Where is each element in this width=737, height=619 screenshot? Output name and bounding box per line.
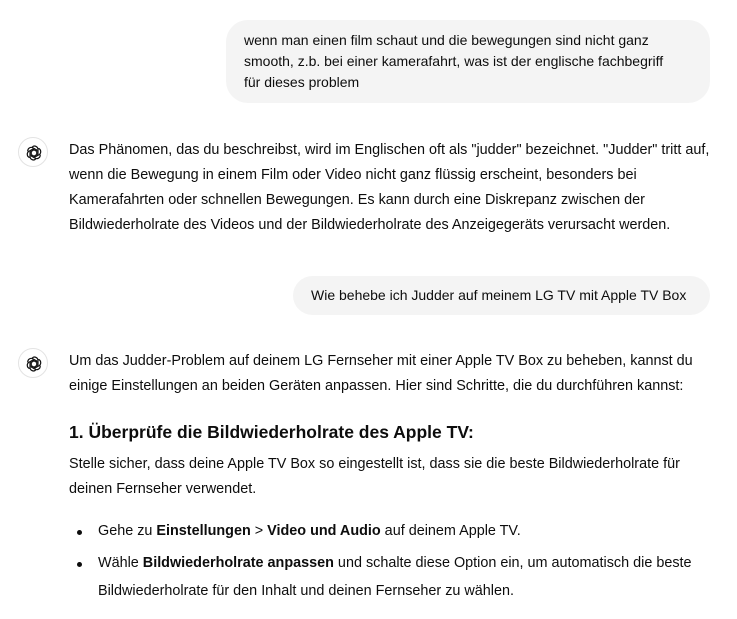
user-message-text: Wie behebe ich Judder auf meinem LG TV mit Apple TV Box <box>311 287 687 303</box>
assistant-avatar <box>18 348 48 378</box>
list-item-text-bold: Video und Audio <box>267 523 381 539</box>
assistant-text-line: deinen Fernseher verwendet. <box>69 481 257 497</box>
bullet-dot <box>77 530 82 535</box>
list-item-text-bold: Einstellungen <box>156 523 251 539</box>
assistant-text-line: wenn die Bewegung in einem Film oder Video nicht ganz flüssig erscheint, besonders bei <box>69 167 637 183</box>
assistant-text-line: Bildwiederholrate des Videos und der Bildwiederholrate des Anzeigegeräts verursacht werden. <box>69 217 671 233</box>
assistant-message-content <box>69 349 719 604</box>
list-item <box>69 551 719 604</box>
list-item-text-plain: auf deinem Apple TV. <box>380 523 521 539</box>
assistant-message-content <box>69 138 719 238</box>
list-item-text: Bildwiederholrate für den Inhalt und deinen Fernseher zu wählen. <box>98 583 514 599</box>
list-item-text <box>98 551 719 576</box>
user-message-line: für dieses problem <box>244 74 360 90</box>
assistant-text-line: Um das Judder-Problem auf deinem LG Fernseher mit einer Apple TV Box zu beheben, kannst du <box>69 353 693 369</box>
list-item-text <box>98 519 719 544</box>
user-message <box>293 276 710 315</box>
user-message-line: wenn man einen film schaut und die bewegungen sind nicht ganz <box>244 32 649 48</box>
openai-logo-icon <box>25 144 43 162</box>
list-item-text-plain: und schalte diese Option ein, um automatisch die beste <box>333 555 692 571</box>
assistant-text-line: Stelle sicher, dass deine Apple TV Box so eingestellt ist, dass sie die beste Bildwiederholrate für <box>69 456 680 472</box>
assistant-text-line: Kamerafahrten oder schnellen Bewegungen. Es kann durch eine Diskrepanz zwischen der <box>69 192 645 208</box>
list-item-text-plain: Gehe zu <box>98 523 157 539</box>
list-item-text-bold: Bildwiederholrate anpassen <box>142 555 334 571</box>
assistant-avatar <box>18 137 48 167</box>
assistant-text-line: Das Phänomen, das du beschreibst, wird im Englischen oft als "judder" bezeichnet. "Judder" tritt auf, <box>69 142 710 158</box>
openai-logo-icon <box>25 355 43 373</box>
bullet-list <box>69 519 719 604</box>
section-paragraph <box>69 452 719 502</box>
user-message-line: smooth, z.b. bei einer kamerafahrt, was ist der englische fachbegriff <box>244 53 664 69</box>
list-item-text-plain: > <box>250 523 268 539</box>
bullet-dot <box>77 562 82 567</box>
user-message <box>226 20 710 103</box>
list-item <box>69 519 719 544</box>
section-heading: 1. Überprüfe die Bildwiederholrate des Apple TV: <box>69 422 474 442</box>
assistant-text-line: einige Einstellungen an beiden Geräten anpassen. Hier sind Schritte, die du durchführen kannst: <box>69 378 684 394</box>
list-item-text-plain: Wähle <box>98 555 143 571</box>
